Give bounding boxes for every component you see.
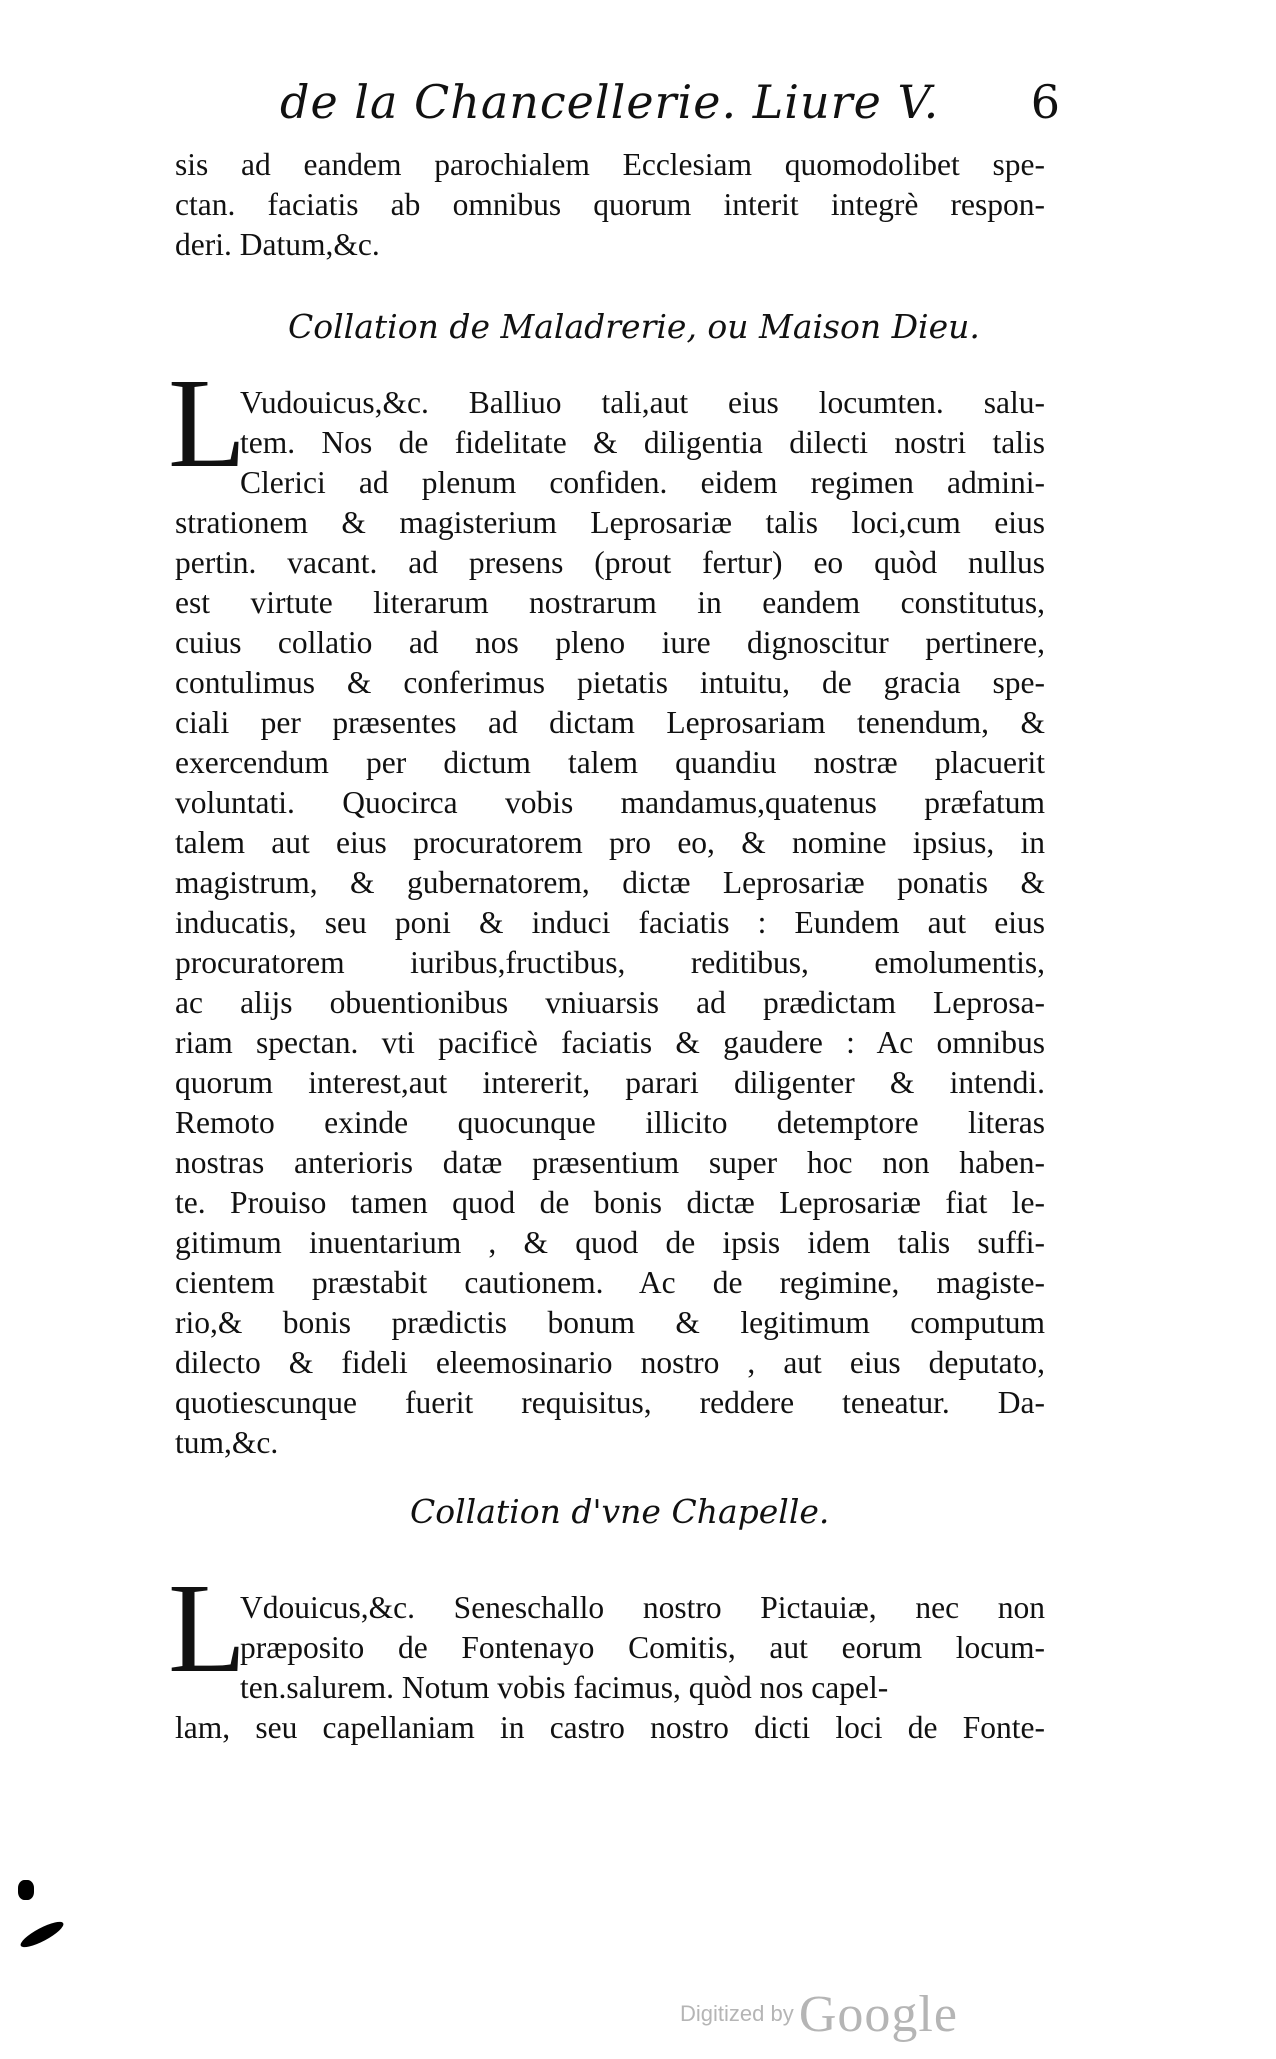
- text-line: voluntati. Quocirca vobis mandamus,quatenus præfatum: [175, 785, 1045, 820]
- text-line: tum,&c.: [175, 1425, 279, 1460]
- page-number: 6: [1030, 75, 1060, 129]
- text-line: pertin. vacant. ad presens (prout fertur) eo quòd nullus: [175, 545, 1045, 580]
- text-line: deri. Datum,&c.: [175, 227, 380, 262]
- digitized-watermark: [680, 1985, 958, 2045]
- text-line: ten.salurem. Notum vobis facimus, quòd nos capel-: [240, 1670, 889, 1705]
- text-line: riam spectan. vti pacificè faciatis & gaudere : Ac omnibus: [175, 1025, 1045, 1060]
- text-line: ciali per præsentes ad dictam Leprosariam tenendum, &: [175, 705, 1045, 740]
- section-heading-chapelle: Collation d'vne Chapelle.: [410, 1492, 830, 1531]
- text-line: est virtute literarum nostrarum in eandem constitutus,: [175, 585, 1045, 620]
- text-line: inducatis, seu poni & induci faciatis : Eundem aut eius: [175, 905, 1045, 940]
- chapelle-body: [175, 1708, 1045, 1748]
- chapelle-body-indented: [240, 1588, 1045, 1708]
- drop-cap-letter: L: [168, 1557, 247, 1699]
- text-line: Vudouicus,&c. Balliuo tali,aut eius locumten. salu-: [240, 385, 1045, 420]
- text-line: talem aut eius procuratorem pro eo, & nomine ipsius, in: [175, 825, 1045, 860]
- drop-cap-letter: L: [168, 352, 247, 494]
- page-header: [280, 72, 1060, 142]
- text-line: Remoto exinde quocunque illicito detemptore literas: [175, 1105, 1045, 1140]
- watermark-small-text: Digitized by: [680, 2001, 794, 2026]
- text-line: lam, seu capellaniam in castro nostro dicti loci de Fonte-: [175, 1710, 1045, 1745]
- watermark-logo-text: Google: [798, 1986, 958, 2043]
- text-line: nostras anterioris datæ præsentium super hoc non haben-: [175, 1145, 1045, 1180]
- text-line: ctan. faciatis ab omnibus quorum interit integrè respon-: [175, 187, 1045, 222]
- text-line: quotiescunque fuerit requisitus, reddere teneatur. Da-: [175, 1385, 1045, 1420]
- text-line: exercendum per dictum talem quandiu nostræ placuerit: [175, 745, 1045, 780]
- maladrerie-body-indented: [240, 383, 1045, 503]
- text-line: quorum interest,aut intererit, parari diligenter & intendi.: [175, 1065, 1045, 1100]
- continuation-paragraph: [175, 145, 1045, 265]
- text-line: rio,& bonis prædictis bonum & legitimum computum: [175, 1305, 1045, 1340]
- text-line: Vdouicus,&c. Seneschallo nostro Pictauiæ, nec non: [240, 1590, 1045, 1625]
- text-line: procuratorem iuribus,fructibus, reditibus, emolumentis,: [175, 945, 1045, 980]
- text-line: Clerici ad plenum confiden. eidem regimen admini-: [240, 465, 1045, 500]
- maladrerie-body: [175, 503, 1045, 1463]
- text-line: dilecto & fideli eleemosinario nostro , aut eius deputato,: [175, 1345, 1045, 1380]
- text-line: cuius collatio ad nos pleno iure dignoscitur pertinere,: [175, 625, 1045, 660]
- text-line: cientem præstabit cautionem. Ac de regimine, magiste-: [175, 1265, 1045, 1300]
- ink-blot: [18, 1917, 66, 1951]
- text-line: ac alijs obuentionibus vniuarsis ad prædictam Leprosa-: [175, 985, 1045, 1020]
- text-line: præposito de Fontenayo Comitis, aut eorum locum-: [240, 1630, 1045, 1665]
- text-line: tem. Nos de fidelitate & diligentia dilecti nostri talis: [240, 425, 1045, 460]
- text-line: te. Prouiso tamen quod de bonis dictæ Leprosariæ fiat le-: [175, 1185, 1045, 1220]
- text-line: strationem & magisterium Leprosariæ talis loci,cum eius: [175, 505, 1045, 540]
- text-line: magistrum, & gubernatorem, dictæ Leprosariæ ponatis &: [175, 865, 1045, 900]
- section-heading-maladrerie: Collation de Maladrerie, ou Maison Dieu.: [288, 307, 980, 346]
- text-line: gitimum inuentarium , & quod de ipsis idem talis suffi-: [175, 1225, 1045, 1260]
- running-title: de la Chancellerie. Liure V.: [280, 75, 940, 129]
- text-line: contulimus & conferimus pietatis intuitu, de gracia spe-: [175, 665, 1045, 700]
- ink-blot: [18, 1880, 34, 1900]
- text-line: sis ad eandem parochialem Ecclesiam quomodolibet spe-: [175, 147, 1045, 182]
